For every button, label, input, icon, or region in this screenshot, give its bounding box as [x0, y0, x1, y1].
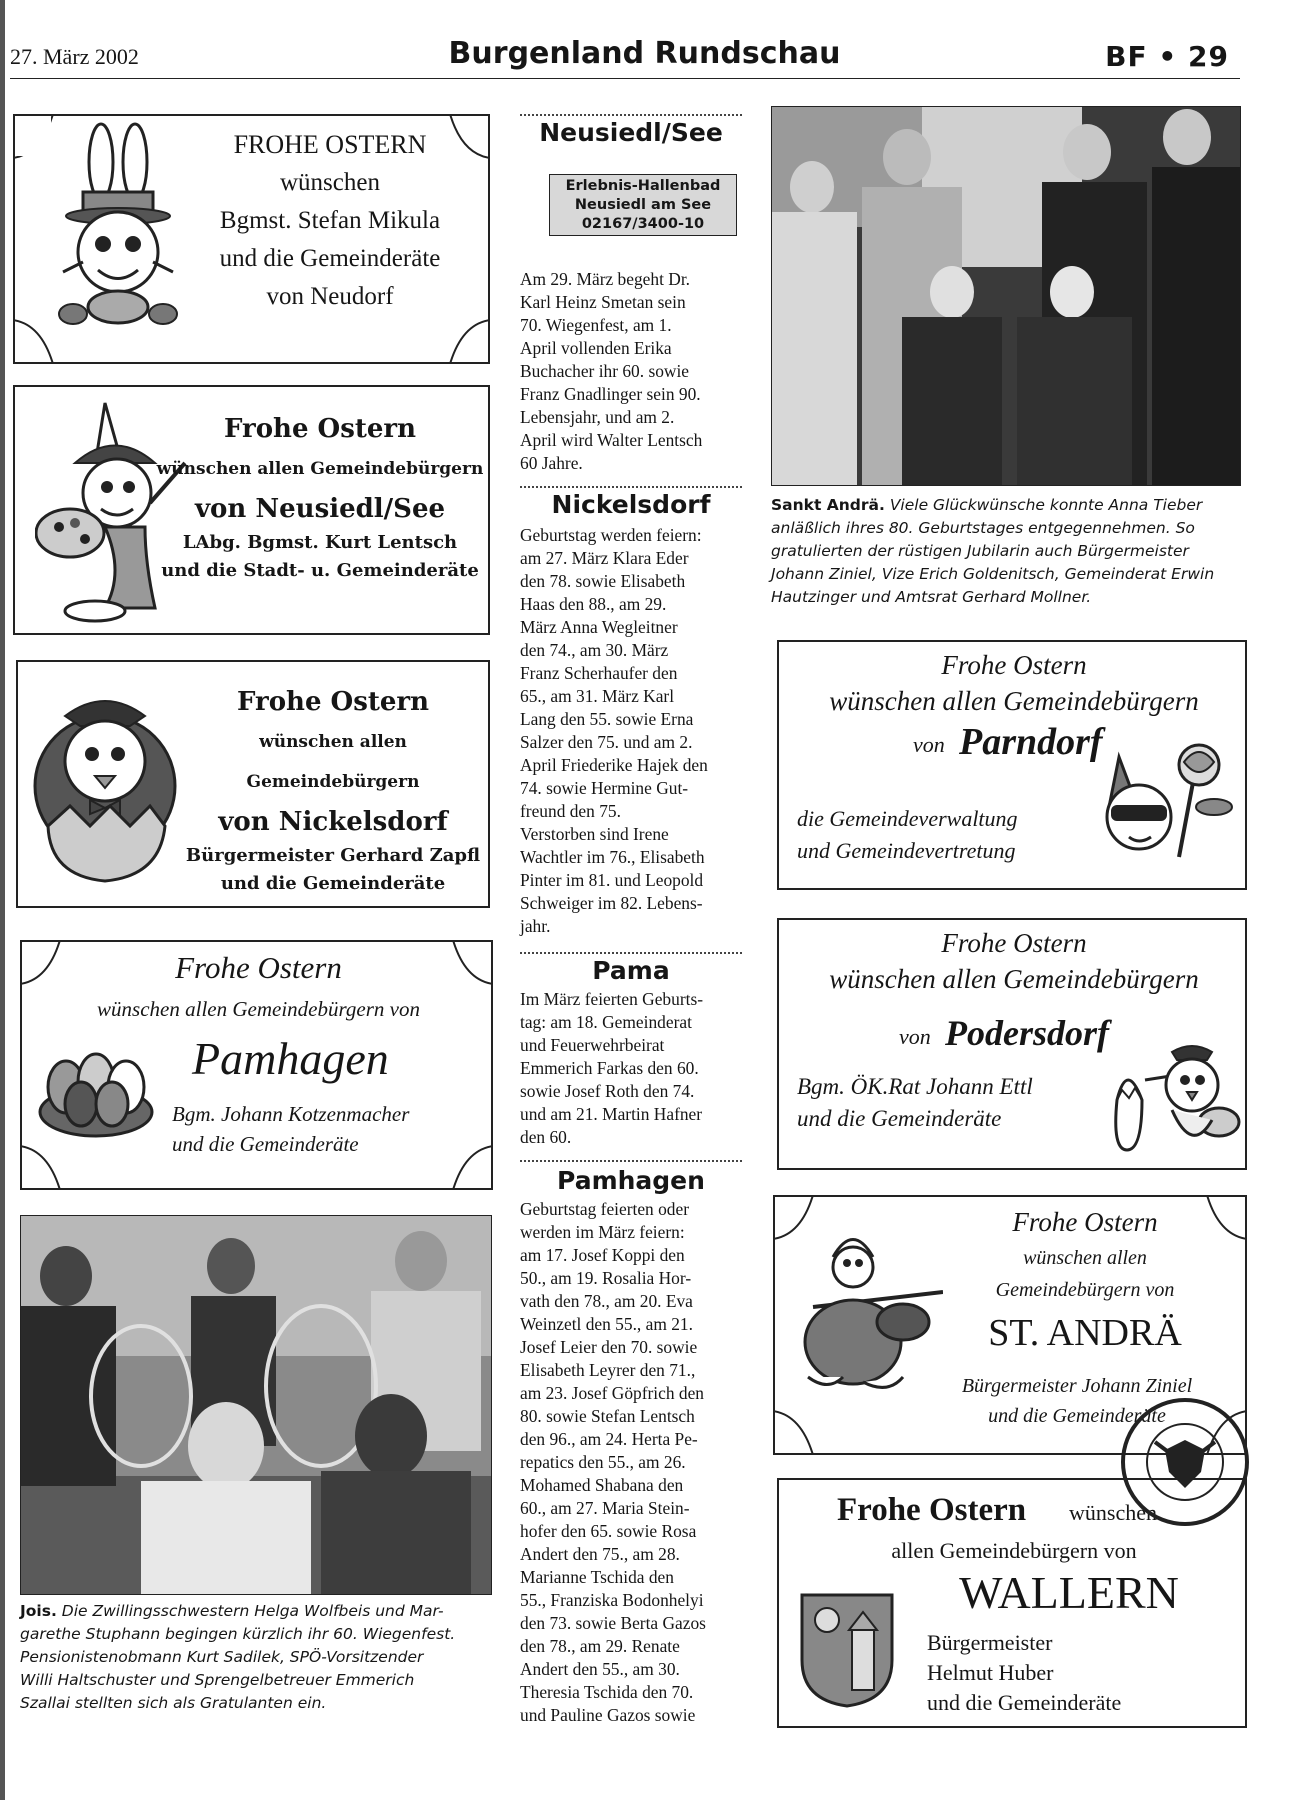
- text-line: Am 29. März begeht Dr.: [520, 269, 690, 289]
- ad-headline: FROHE OSTERN: [233, 130, 427, 159]
- info-box-line: 02167/3400-10: [581, 216, 705, 232]
- text-line: 60., am 27. Maria Stein-: [520, 1498, 690, 1518]
- ad-town: Podersdorf: [945, 1013, 1109, 1053]
- text-line: tag: am 18. Gemeinderat: [520, 1012, 692, 1032]
- text-line: Buchacher ihr 60. sowie: [520, 361, 690, 381]
- photo-sankt-andrae: [771, 106, 1241, 486]
- text-line: repatics den 55., am 26.: [520, 1452, 686, 1472]
- ad-neudorf: [13, 114, 490, 364]
- ad-line: Gemeindebürgern von: [995, 1279, 1175, 1301]
- ad-line: und die Gemeinderäte: [219, 245, 441, 272]
- text-line: hofer den 65. sowie Rosa: [520, 1521, 697, 1541]
- text-line: den 74., am 30. März: [520, 640, 669, 660]
- ad-town: Parndorf: [959, 721, 1103, 763]
- text-line: Emmerich Farkas den 60.: [520, 1058, 699, 1078]
- ad-line: und die Gemeinderäte: [988, 1405, 1166, 1427]
- text-line: Lebensjahr, und am 2.: [520, 407, 675, 427]
- caption-line: Johann Ziniel, Vize Erich Goldenitsch, Gemeinderat Erwin: [771, 565, 1215, 583]
- text-line: Elisabeth Leyrer den 71.,: [520, 1360, 696, 1380]
- text-line: Schweiger im 82. Lebens-: [520, 893, 703, 913]
- caption-line: gratulierten der rüstigen Jubilarin auch Bürgermeister: [771, 542, 1189, 560]
- caption-lead: Jois.: [20, 1602, 57, 1620]
- text-line: Karl Heinz Smetan sein: [520, 292, 686, 312]
- section-heading-nickelsdorf: Nickelsdorf: [551, 490, 711, 519]
- ad-line: und die Gemeinderäte: [220, 873, 446, 894]
- text-line: Josef Leier den 70. sowie: [520, 1337, 698, 1357]
- ad-line: und die Gemeinderäte: [172, 1132, 359, 1156]
- text-line: und Feuerwehrbeirat: [520, 1035, 665, 1055]
- text-line: 80. sowie Stefan Lentsch: [520, 1406, 695, 1426]
- text-line: vath den 78., am 20. Eva: [520, 1291, 693, 1311]
- ad-line: wünschen: [1069, 1500, 1157, 1525]
- text-line: 74. sowie Hermine Gut-: [520, 778, 689, 798]
- section-divider: [520, 1160, 742, 1162]
- ad-line: und die Gemeinderäte: [797, 1106, 1002, 1131]
- ad-line: und die Stadt- u. Gemeinderäte: [161, 560, 479, 581]
- text-line: den 78., am 29. Renate: [520, 1636, 680, 1656]
- ad-line: und die Gemeinderäte: [927, 1690, 1122, 1715]
- chick-in-egg-illustration: [30, 676, 180, 896]
- easter-bunny-hat-illustration: [43, 122, 193, 332]
- text-line: Lang den 55. sowie Erna: [520, 709, 694, 729]
- text-line: Geburtstag werden feiern:: [520, 525, 702, 545]
- section-heading-pama: Pama: [592, 956, 670, 985]
- newspaper-title: Burgenland Rundschau: [448, 36, 841, 71]
- text-line: den 78. sowie Elisabeth: [520, 571, 686, 591]
- section-heading-pamhagen: Pamhagen: [557, 1166, 705, 1195]
- bunny-with-flower-illustration: [1079, 737, 1239, 867]
- caption-line: Willi Haltschuster und Sprengelbetreuer Emmerich: [20, 1671, 415, 1689]
- ad-line: Bürgermeister: [927, 1630, 1053, 1655]
- ad-headline: Frohe Ostern: [941, 928, 1087, 958]
- wallern-coat-of-arms-icon: [797, 1590, 897, 1710]
- ad-line: allen Gemeindebürgern von: [891, 1538, 1137, 1563]
- text-line: Wachtler im 76., Elisabeth: [520, 847, 705, 867]
- text-line: den 60.: [520, 1127, 572, 1147]
- info-box-line: Erlebnis-Hallenbad: [565, 178, 721, 194]
- text-line: Marianne Tschida den: [520, 1567, 674, 1587]
- caption-line: Pensionistenobmann Kurt Sadilek, SPÖ-Vorsitzender: [20, 1648, 424, 1666]
- easter-egg-basket-illustration: [36, 1032, 156, 1142]
- text-line: den 73. sowie Berta Gazos: [520, 1613, 706, 1633]
- text-line: April vollenden Erika: [520, 338, 672, 358]
- ad-corner-ornament: [20, 1140, 70, 1190]
- ad-headline: Frohe Ostern: [237, 687, 429, 717]
- caption-line: Die Zwillingsschwestern Helga Wolfbeis und Mar-: [61, 1602, 444, 1620]
- text-line: Pinter im 81. und Leopold: [520, 870, 704, 890]
- section-heading-neusiedl: Neusiedl/See: [539, 118, 723, 147]
- text-line: 65., am 31. März Karl: [520, 686, 675, 706]
- text-line: 60 Jahre.: [520, 453, 583, 473]
- section-divider: [520, 952, 742, 954]
- ad-headline: Frohe Ostern: [941, 650, 1087, 680]
- text-line: und Pauline Gazos sowie: [520, 1705, 696, 1725]
- ad-line: wünschen allen: [1023, 1247, 1147, 1269]
- ad-line: wünschen allen Gemeindebürgern: [156, 459, 484, 479]
- ad-line: von: [913, 732, 945, 757]
- rabbit-jockey-chick-illustration: [793, 1227, 943, 1397]
- article-pamhagen: [520, 1198, 742, 1727]
- caption-line: Viele Glückwünsche konnte Anna Tieber: [889, 496, 1203, 514]
- page-scan-edge: [0, 0, 5, 1800]
- ad-town: ST. ANDRÄ: [988, 1312, 1182, 1354]
- ad-line: von: [899, 1024, 931, 1049]
- text-line: Weinzetl den 55., am 21.: [520, 1314, 693, 1334]
- ad-line: Bürgermeister Gerhard Zapfl: [185, 845, 481, 866]
- text-line: Theresia Tschida den 70.: [520, 1682, 694, 1702]
- text-line: am 27. März Klara Eder: [520, 548, 689, 568]
- photo-jois-twins: [20, 1215, 492, 1595]
- info-box-hallenbad: [549, 174, 737, 236]
- ad-line: Helmut Huber: [927, 1660, 1054, 1685]
- text-line: am 17. Josef Koppi den: [520, 1245, 685, 1265]
- text-line: Geburtstag feierten oder: [520, 1199, 689, 1219]
- text-line: sowie Josef Roth den 74.: [520, 1081, 695, 1101]
- ad-line: wünschen allen Gemeindebürgern: [829, 964, 1199, 994]
- ad-pamhagen: [20, 940, 493, 1190]
- text-line: März Anna Wegleitner: [520, 617, 678, 637]
- caption-line: Szallai stellten sich als Gratulanten ein.: [20, 1694, 327, 1712]
- text-line: jahr.: [520, 916, 551, 936]
- text-line: Andert den 75., am 28.: [520, 1544, 680, 1564]
- text-line: Im März feierten Geburts-: [520, 989, 704, 1009]
- text-line: Mohamed Shabana den: [520, 1475, 684, 1495]
- caption-jois: [20, 1600, 495, 1715]
- ad-headline: Frohe Ostern: [175, 950, 342, 985]
- ad-line: wünschen allen Gemeindebürgern: [246, 732, 420, 792]
- ad-line: von Neudorf: [266, 283, 394, 310]
- header-rule: [10, 78, 1240, 79]
- painter-chick-with-egg-illustration: [1097, 1040, 1242, 1160]
- section-divider: [520, 114, 742, 116]
- text-line: am 23. Josef Göpfrich den: [520, 1383, 705, 1403]
- text-line: und am 21. Martin Hafner: [520, 1104, 703, 1124]
- text-line: Franz Scherhaufer den: [520, 663, 678, 683]
- ad-town: WALLERN: [959, 1567, 1179, 1618]
- ad-line: Bgmst. Stefan Mikula: [219, 207, 441, 234]
- ad-neusiedl: [13, 385, 490, 635]
- section-divider: [520, 486, 742, 488]
- photo-jois-image: [21, 1216, 492, 1595]
- ad-parndorf: [777, 640, 1247, 890]
- ad-line: Bgm. ÖK.Rat Johann Ettl: [797, 1074, 1033, 1099]
- text-line: den 96., am 24. Herta Pe-: [520, 1429, 698, 1449]
- text-line: Franz Gnadlinger sein 90.: [520, 384, 701, 404]
- text-line: April Friederike Hajek den: [520, 755, 708, 775]
- ad-town: von Nickelsdorf: [218, 807, 448, 837]
- caption-sankt-andrae: [771, 494, 1246, 609]
- article-neusiedl: [520, 268, 742, 475]
- text-line: Andert den 55., am 30.: [520, 1659, 680, 1679]
- ad-corner-ornament: [443, 1140, 493, 1190]
- article-pama: [520, 988, 742, 1149]
- ad-corner-ornament: [773, 1405, 823, 1455]
- ad-headline: Frohe Ostern: [224, 414, 416, 444]
- ad-line: wünschen: [280, 169, 380, 196]
- text-line: 50., am 19. Rosalia Hor-: [520, 1268, 692, 1288]
- text-line: werden im März feiern:: [520, 1222, 685, 1242]
- ad-headline: Frohe Ostern: [837, 1492, 1027, 1528]
- ad-line: und Gemeindevertretung: [797, 838, 1016, 863]
- info-box-line: Neusiedl am See: [574, 197, 712, 213]
- caption-lead: Sankt Andrä.: [771, 496, 885, 514]
- article-nickelsdorf: [520, 524, 742, 938]
- ad-line: LAbg. Bgmst. Kurt Lentsch: [182, 532, 458, 553]
- caption-line: anläßlich ihres 80. Geburtstages entgegennehmen. So: [771, 519, 1195, 537]
- page-number: BF • 29: [1105, 40, 1229, 73]
- text-line: Salzer den 75. und am 2.: [520, 732, 693, 752]
- text-line: 70. Wiegenfest, am 1.: [520, 315, 672, 335]
- ad-line: wünschen allen Gemeindebürgern von: [97, 997, 420, 1021]
- ad-line: wünschen allen Gemeindebürgern: [829, 686, 1199, 716]
- ad-headline: Frohe Ostern: [1012, 1207, 1158, 1237]
- ad-nickelsdorf-text: [178, 682, 488, 898]
- ad-town: Pamhagen: [192, 1033, 389, 1084]
- library-stamp-seal: [1115, 1392, 1255, 1532]
- ad-nickelsdorf: [16, 660, 490, 908]
- caption-line: Hautzinger und Amtsrat Gerhard Mollner.: [771, 588, 1092, 606]
- text-line: Verstorben sind Irene: [520, 824, 669, 844]
- text-line: 55., Franziska Bodonhelyi: [520, 1590, 704, 1610]
- issue-date: 27. März 2002: [10, 44, 139, 69]
- ad-neudorf-text: [195, 126, 465, 316]
- ad-line: Bürgermeister Johann Ziniel: [961, 1375, 1193, 1397]
- ad-line: die Gemeindeverwaltung: [797, 806, 1018, 831]
- ad-neusiedl-text: [155, 409, 485, 585]
- text-line: freund den 75.: [520, 801, 621, 821]
- caption-line: garethe Stuphann begingen kürzlich ihr 60. Wiegenfest.: [20, 1625, 456, 1643]
- ad-podersdorf: [777, 918, 1247, 1170]
- ad-corner-ornament: [440, 314, 490, 364]
- photo-sankt-andrae-image: [772, 107, 1241, 486]
- ad-town: von Neusiedl/See: [194, 494, 446, 524]
- text-line: Haas den 88., am 29.: [520, 594, 667, 614]
- text-line: April wird Walter Lentsch: [520, 430, 703, 450]
- ad-line: Bgm. Johann Kotzenmacher: [172, 1102, 410, 1126]
